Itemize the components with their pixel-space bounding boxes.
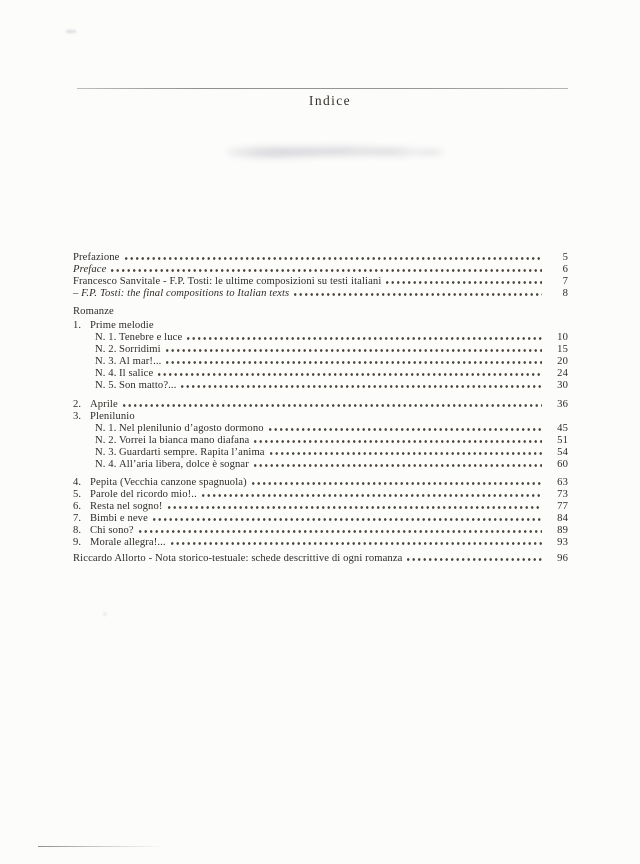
toc-entry xyxy=(73,380,568,392)
entry-number: N. 1. xyxy=(95,332,117,343)
header-rule xyxy=(77,88,568,89)
dot-leader xyxy=(270,452,542,455)
entry-page-number: 7 xyxy=(562,276,568,287)
entry-number: 4. xyxy=(73,477,82,488)
toc-entry xyxy=(73,513,568,525)
entry-page-number: 36 xyxy=(557,398,568,410)
entry-label: Il salice xyxy=(119,368,154,379)
toc-entry xyxy=(73,423,568,435)
dot-leader xyxy=(123,404,542,407)
entry-label: Al mar!... xyxy=(119,356,162,367)
entry-label: Bimbi e neve xyxy=(90,513,148,524)
scan-artifact-line xyxy=(38,846,164,847)
entry-number: 5. xyxy=(73,489,82,500)
entry-page-number: 73 xyxy=(557,489,568,500)
entry-number: N. 1. xyxy=(95,422,117,434)
entry-number: N. 4. xyxy=(95,458,117,470)
dot-leader xyxy=(407,558,542,561)
entry-label: Plenilunio xyxy=(90,410,135,422)
dot-leader xyxy=(171,542,542,545)
toc xyxy=(73,252,568,565)
toc-entry xyxy=(73,252,568,264)
entry-number: N. 3. xyxy=(95,356,117,367)
toc-entry xyxy=(73,264,568,276)
toc-entry xyxy=(73,320,568,332)
toc-entry xyxy=(73,489,568,501)
entry-number: 2. xyxy=(73,398,82,410)
entry-label: Tenebre e luce xyxy=(119,332,183,343)
entry-page-number: 5 xyxy=(562,252,568,263)
dot-leader xyxy=(252,482,542,485)
toc-entry xyxy=(73,553,568,565)
toc-entry xyxy=(73,537,568,549)
entry-label: Chi sono? xyxy=(90,525,134,536)
dot-leader xyxy=(386,281,542,284)
dot-leader xyxy=(269,428,542,431)
entry-number: N. 4. xyxy=(95,368,117,379)
entry-label: Pepita (Vecchia canzone spagnuola) xyxy=(90,477,247,488)
toc-entry xyxy=(73,399,568,411)
toc-entry xyxy=(73,411,568,423)
entry-page-number: 84 xyxy=(557,513,568,524)
entry-page-number: 8 xyxy=(562,288,568,299)
entry-page-number: 93 xyxy=(557,537,568,548)
entry-page-number: 89 xyxy=(557,525,568,536)
page-title: Indice xyxy=(308,93,352,108)
dot-leader xyxy=(139,530,542,533)
toc-entry xyxy=(73,459,568,471)
entry-page-number: 77 xyxy=(557,501,568,512)
entry-label: All’aria libera, dolce è sognar xyxy=(119,458,249,470)
entry-number: 9. xyxy=(73,537,82,548)
entry-label: Vorrei la bianca mano diafana xyxy=(119,434,250,446)
entry-label: – F.P. Tosti: the final compositions to Italian texts xyxy=(73,288,290,299)
entry-page-number: 51 xyxy=(557,434,568,446)
entry-page-number: 24 xyxy=(557,368,568,379)
toc-entry xyxy=(73,435,568,447)
entry-number: N. 2. xyxy=(95,434,117,446)
entry-label: Nel plenilunio d’agosto dormono xyxy=(119,422,264,434)
entry-page-number: 15 xyxy=(557,344,568,355)
toc-entry xyxy=(73,276,568,288)
toc-entry xyxy=(73,306,568,318)
toc-entry xyxy=(73,477,568,489)
entry-number: 3. xyxy=(73,410,82,422)
dot-leader xyxy=(187,337,542,340)
dot-leader xyxy=(254,440,542,443)
entry-label: Prefazione xyxy=(73,252,120,263)
entry-page-number: 6 xyxy=(562,264,568,275)
toc-entry xyxy=(73,344,568,356)
entry-page-number: 96 xyxy=(557,553,568,564)
scan-speck xyxy=(103,612,107,616)
dot-leader xyxy=(168,506,542,509)
erased-text-smudge xyxy=(227,138,443,162)
entry-label: Francesco Sanvitale - F.P. Tosti: le ultime composizioni su testi italiani xyxy=(73,276,382,287)
entry-page-number: 63 xyxy=(557,477,568,488)
entry-number: N. 3. xyxy=(95,446,117,458)
scan-speck xyxy=(66,30,76,33)
toc-entry xyxy=(73,501,568,513)
entry-label: Aprile xyxy=(90,398,118,410)
entry-label: Resta nel sogno! xyxy=(90,501,163,512)
toc-entry xyxy=(73,447,568,459)
entry-label: Sorridimi xyxy=(119,344,161,355)
dot-leader xyxy=(166,349,542,352)
dot-leader xyxy=(294,293,542,296)
entry-label: Riccardo Allorto - Nota storico-testuale: schede descrittive di ogni romanza xyxy=(73,553,403,564)
entry-label: Guardarti sempre. Rapita l’anima xyxy=(119,446,265,458)
entry-number: 6. xyxy=(73,501,82,512)
dot-leader xyxy=(181,385,542,388)
entry-label: Parole del ricordo mio!.. xyxy=(90,489,197,500)
toc-entry xyxy=(73,356,568,368)
entry-number: N. 5. xyxy=(95,380,117,391)
entry-label: Prime melodie xyxy=(90,320,154,331)
entry-label: Morale allegra!... xyxy=(90,537,166,548)
entry-number: 7. xyxy=(73,513,82,524)
dot-leader xyxy=(125,257,543,260)
dot-leader xyxy=(158,373,542,376)
toc-entry xyxy=(73,525,568,537)
toc-entry xyxy=(73,288,568,300)
entry-page-number: 45 xyxy=(557,422,568,434)
toc-entry xyxy=(73,368,568,380)
entry-number: N. 2. xyxy=(95,344,117,355)
dot-leader xyxy=(111,269,542,272)
dot-leader xyxy=(166,361,542,364)
entry-label: Romanze xyxy=(73,306,114,317)
dot-leader xyxy=(153,518,542,521)
entry-number: 1. xyxy=(73,320,82,331)
toc-entry xyxy=(73,332,568,344)
entry-page-number: 60 xyxy=(557,458,568,470)
entry-page-number: 54 xyxy=(557,446,568,458)
dot-leader xyxy=(254,464,542,467)
entry-page-number: 20 xyxy=(557,356,568,367)
entry-number: 8. xyxy=(73,525,82,536)
entry-label: Preface xyxy=(73,264,107,275)
entry-page-number: 10 xyxy=(557,332,568,343)
entry-page-number: 30 xyxy=(557,380,568,391)
entry-label: Son matto?... xyxy=(119,380,177,391)
dot-leader xyxy=(202,494,542,497)
